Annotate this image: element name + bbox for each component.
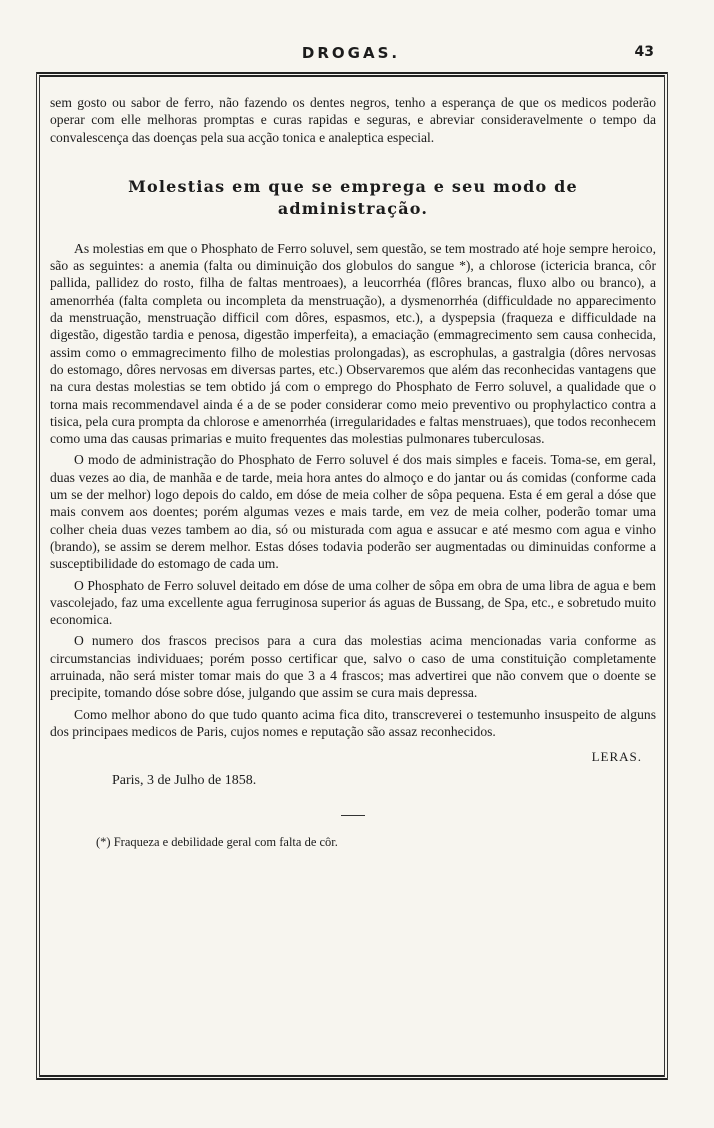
page-body bbox=[50, 94, 656, 851]
signature: LERAS. bbox=[591, 749, 642, 765]
paragraph-testimony: Como melhor abono do que tudo quanto acima fica dito, transcreverei o testemunho insuspeito de alguns dos principaes medicos de Paris, cujos nomes e reputação são assaz reconhecidos. bbox=[50, 706, 656, 739]
paragraph-continuation: sem gosto ou sabor de ferro, não fazendo os dentes negros, tenho a esperança de que os medicos poderão operar com elle melhoras promptas e curas rapidas e seguras, e abreviar consideravelmente o tempo da convalescença das doenças pela sua acção tonica e analeptica especial. bbox=[50, 95, 656, 145]
paragraph-mineral-water: O Phosphato de Ferro soluvel deitado em dóse de uma colher de sôpa em obra de uma libra de agua e bem vascolejado, faz uma excellente agua ferruginosa superior ás aguas de Bussang, de Spa, etc., e sobretudo muito economica. bbox=[50, 577, 656, 628]
footnote: (*) Fraqueza e debilidade geral com falta de côr. bbox=[96, 834, 338, 849]
paragraph-administration: O modo de administração do Phosphato de Ferro soluvel é dos mais simples e faceis. Toma-se, em geral, duas vezes ao dia, de manhãa e de tarde, meia hora antes do almoço e do jantar ou ás comidas (conforme cada um se der melhor) logo depois do caldo, em dóse de meia colher de sôpa pequena. Esta é em geral a dóse que mais convem aos doentes; porém algumas vezes e mais tarde, em vez de meia colher, poderão tomar uma colher cheia duas vezes tambem ao dia, só ou misturada com agua e assucar e até mesmo com agua e vinho (brando), se assim se derem melhor. Estas dóses todavia poderão ser augmentadas ou diminuidas conforme a susceptibilidade do estomago de cada um. bbox=[50, 452, 656, 572]
paragraph-diseases: As molestias em que o Phosphato de Ferro soluvel, sem questão, se tem mostrado até hoje sempre heroico, são as seguintes: a anemia (falta ou diminuição dos globulos do sangue *), a chlorose (ictericia branca, côr pallida, pallidez do rosto, filha de faltas mentroaes), a leucorrhéa (flôres brancas, fluxo albo ou branco), a amenorrhéa (falta completa ou incompleta da menstruação), a dysmenorrhéa (difficuldade no apparecimento da menstruação, menstruação difficil com dôres, espasmos, etc.), a dyspepsia (fraqueza e difficuldade na digestão, digestão tardia e penosa, digestão imperfeita), a emaciação (emmagrecimento sem causa conhecida, assim como o emmagrecimento filho de molestias prolongadas), as escrophulas, a gastralgia (dôres nervosas do estomago, dôres nervosas em diversas partes, etc.) Observaremos que além das reconhecidas vantagens que na cura destas molestias se tem obtido já com o emprego do Phosphato de Ferro soluvel, a qualidade que o torna mais recommendavel ainda é a de se poder considerar como meio preventivo ou prophylactico contra a tisica, pela cura prompta da chlorose e amenorrhéa (irregularidades e faltas menstruaes), que todos reconhecem como uma das causas primarias e muito frequentes das molestias pulmonares tuberculosas. bbox=[50, 240, 656, 447]
date-line: Paris, 3 de Julho de 1858. bbox=[112, 772, 257, 788]
footnote-rule bbox=[341, 815, 365, 816]
page-title: DROGAS. bbox=[301, 44, 401, 62]
page-number: 43 bbox=[634, 44, 654, 60]
running-head bbox=[48, 44, 654, 68]
paragraph-bottles: O numero dos frascos precisos para a cura das molestias acima mencionadas varia conforme as circumstancias individuaes; porém posso certificar que, salvo o caso de uma constituição completamente arruinada, não será mister tomar mais do que 3 a 4 frascos; mas advertirei que não convem que o doente se precipite, tomando dóse sobre dóse, julgando que assim se cura mais depressa. bbox=[50, 633, 656, 701]
section-heading: Molestias em que se emprega e seu modo de administração. bbox=[128, 176, 578, 218]
